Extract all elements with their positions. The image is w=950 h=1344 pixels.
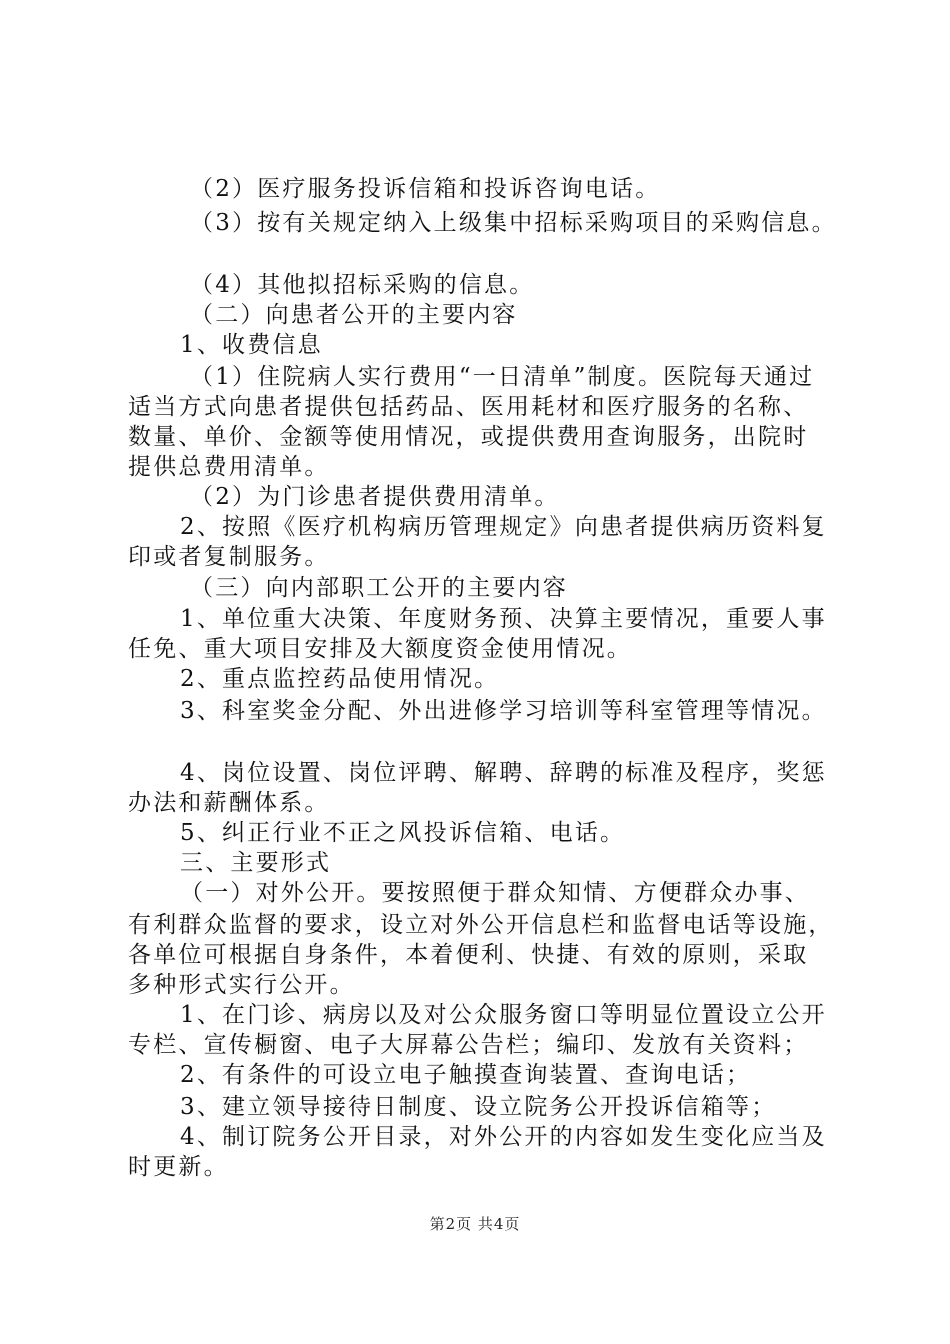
text-line: 有利群众监督的要求，设立对外公开信息栏和监督电话等设施， [128, 912, 834, 938]
section-heading: 三、主要形式 [180, 850, 332, 876]
section-heading: （二）向患者公开的主要内容 [190, 302, 518, 328]
text-line: 适当方式向患者提供包括药品、医用耗材和医疗服务的名称、 [128, 394, 809, 420]
text-line: （4）其他拟招标采购的信息。 [190, 272, 535, 298]
text-line: （一）对外公开。要按照便于群众知情、方便群众办事、 [180, 880, 810, 906]
text-line: 多种形式实行公开。 [128, 972, 355, 998]
text-line: 印或者复制服务。 [128, 544, 330, 570]
text-line: （3）按有关规定纳入上级集中招标采购项目的采购信息。 [190, 210, 837, 236]
text-line: 1、在门诊、病房以及对公众服务窗口等明显位置设立公开 [180, 1002, 827, 1028]
text-line: 任免、重大项目安排及大额度资金使用情况。 [128, 636, 632, 662]
text-line: 提供总费用清单。 [128, 454, 330, 480]
text-line: 各单位可根据自身条件，本着便利、快捷、有效的原则，采取 [128, 942, 809, 968]
text-line: （2）为门诊患者提供费用清单。 [190, 484, 560, 510]
text-line: 专栏、宣传橱窗、电子大屏幕公告栏；编印、发放有关资料； [128, 1032, 809, 1058]
text-line: 2、有条件的可设立电子触摸查询装置、查询电话； [180, 1062, 752, 1088]
text-line: 2、重点监控药品使用情况。 [180, 666, 500, 692]
text-line: （1）住院病人实行费用“一日清单”制度。医院每天通过 [190, 364, 815, 390]
text-line: 5、纠正行业不正之风投诉信箱、电话。 [180, 820, 626, 846]
page-number-footer: 第2页 共4页 [429, 1215, 521, 1233]
section-heading: （三）向内部职工公开的主要内容 [190, 575, 568, 601]
text-line: 1、单位重大决策、年度财务预、决算主要情况，重要人事 [180, 606, 827, 632]
text-line: （2）医疗服务投诉信箱和投诉咨询电话。 [190, 176, 661, 202]
text-line: 数量、单价、金额等使用情况，或提供费用查询服务，出院时 [128, 424, 809, 450]
text-line: 4、制订院务公开目录，对外公开的内容如发生变化应当及 [180, 1124, 827, 1150]
text-line: 4、岗位设置、岗位评聘、解聘、辞聘的标准及程序，奖惩 [180, 760, 827, 786]
text-line: 2、按照《医疗机构病历管理规定》向患者提供病历资料复 [180, 514, 827, 540]
subsection-heading: 1、收费信息 [180, 332, 323, 358]
text-line: 3、科室奖金分配、外出进修学习培训等科室管理等情况。 [180, 698, 827, 724]
text-line: 时更新。 [128, 1154, 229, 1180]
text-line: 3、建立领导接待日制度、设立院务公开投诉信箱等； [180, 1094, 777, 1120]
text-line: 办法和薪酬体系。 [128, 790, 330, 816]
